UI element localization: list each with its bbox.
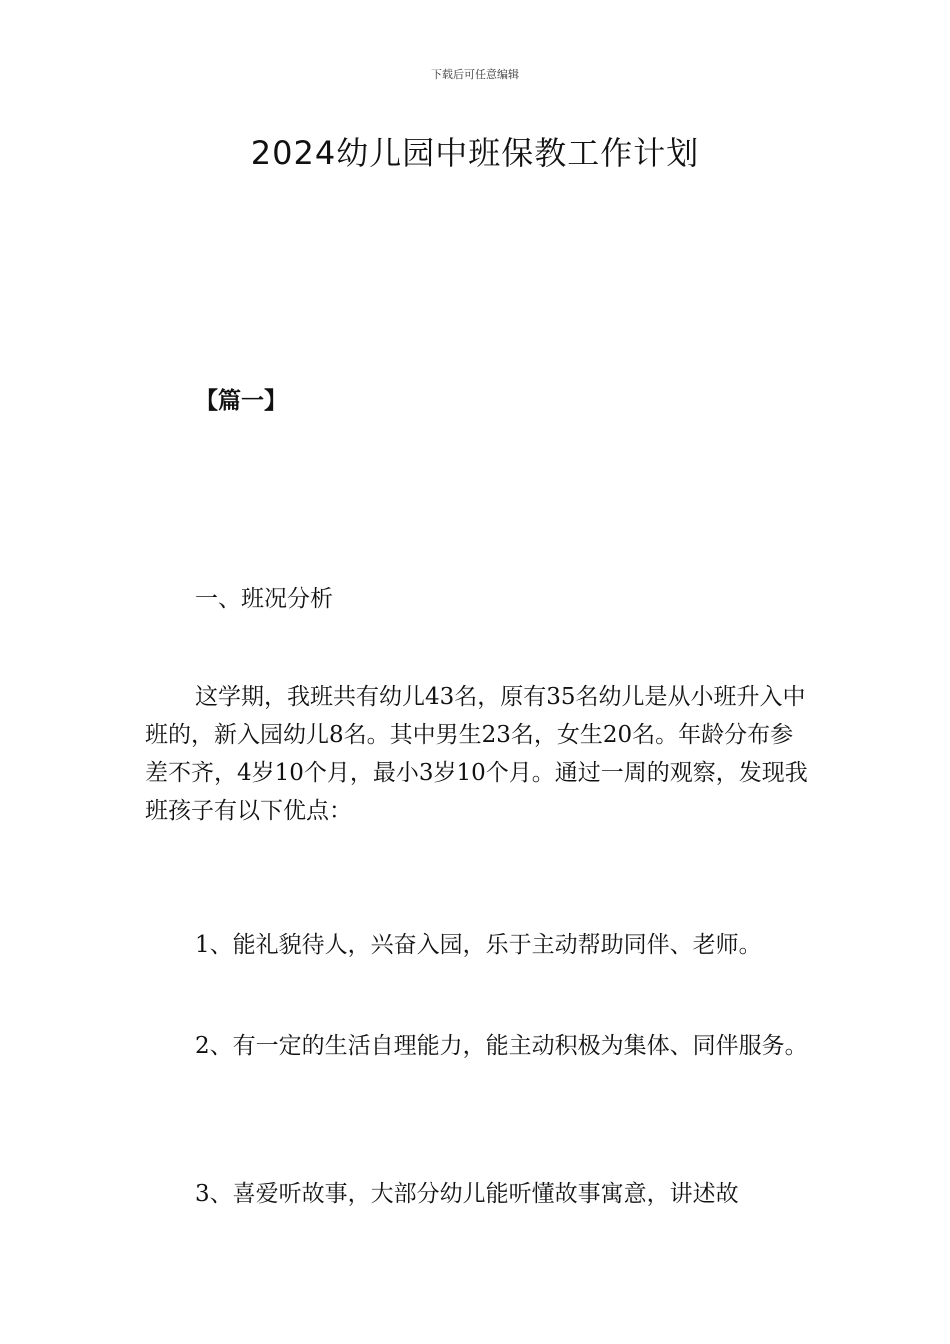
document-title: 2024幼儿园中班保教工作计划 <box>250 134 700 172</box>
section-heading-class-analysis: 一、班况分析 <box>195 586 333 612</box>
header-note: 下载后可任意编辑 <box>431 68 519 81</box>
paragraph-class-overview: 这学期，我班共有幼儿43名，原有35名幼儿是从小班升入中班的，新入园幼儿8名。其中男生23名，女生20名。年龄分布参差不齐，4岁10个月，最小3岁10个月。通过一周的观察，发现我班孩子有以下优点： <box>145 684 808 824</box>
paragraph-point-2: 2、有一定的生活自理能力，能主动积极为集体、同伴服务。 <box>195 1033 808 1059</box>
paragraph-point-1: 1、能礼貌待人，兴奋入园，乐于主动帮助同伴、老师。 <box>195 932 762 958</box>
section-tag: 【篇一】 <box>195 388 287 414</box>
paragraph-point-3: 3、喜爱听故事，大部分幼儿能听懂故事寓意，讲述故 <box>195 1181 739 1207</box>
